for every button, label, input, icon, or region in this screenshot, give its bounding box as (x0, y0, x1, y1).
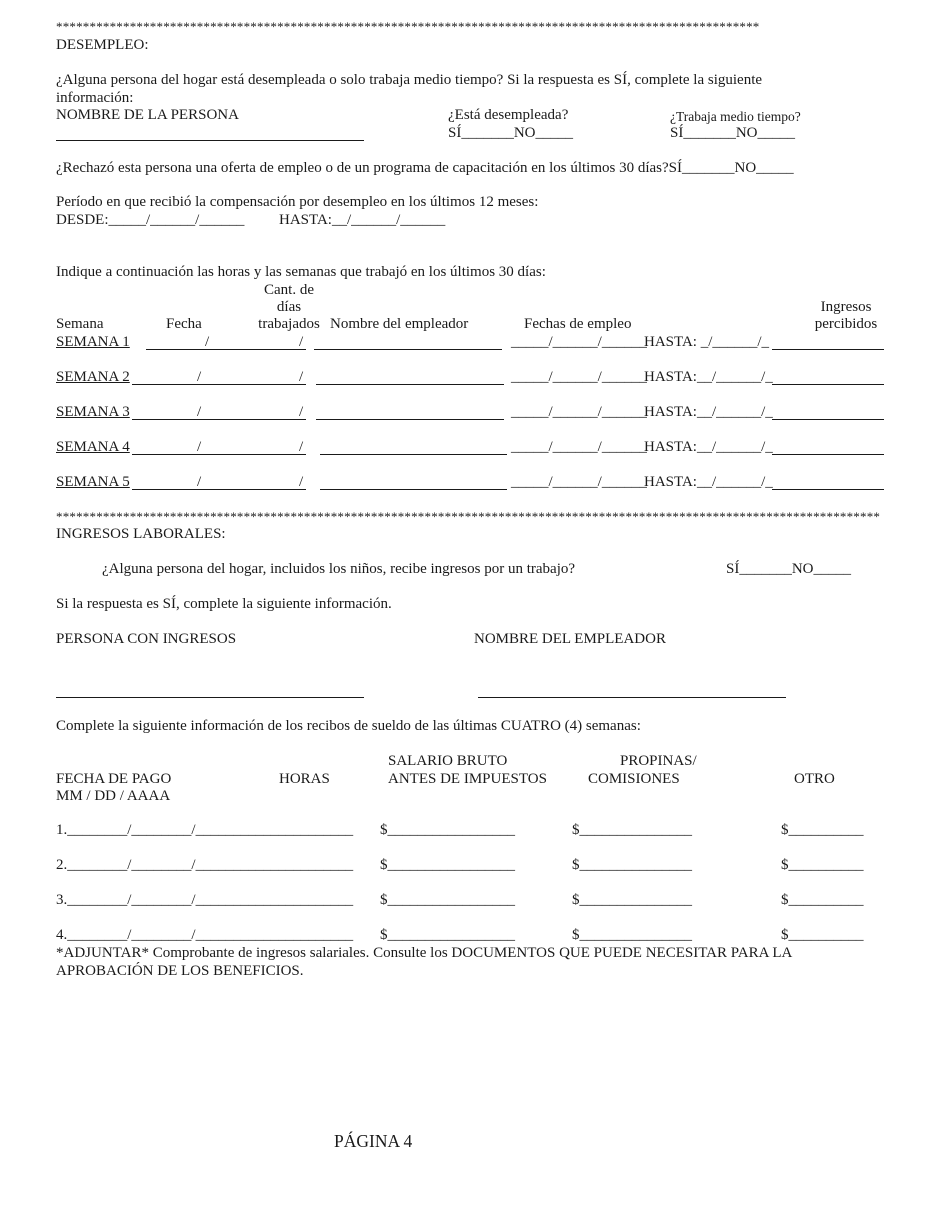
person-name-label: NOMBRE DE LA PERSONA (56, 107, 239, 123)
week-employer-line[interactable] (320, 489, 507, 490)
tips-commissions-field[interactable]: $_______________ (572, 927, 692, 943)
gross-salary-field[interactable]: $_________________ (380, 822, 515, 838)
col-days-worked-line2: días (276, 299, 302, 315)
attach-note-line2: APROBACIÓN DE LOS BENEFICIOS. (56, 963, 304, 979)
week-income-line[interactable] (772, 454, 884, 455)
other-income-field[interactable]: $__________ (781, 822, 864, 838)
from-date-field[interactable]: DESDE:_____/______/______ (56, 212, 245, 228)
labor-income-question: ¿Alguna persona del hogar, incluidos los niños, recibe ingresos por un trabajo? (102, 561, 576, 577)
col-tips-line2: COMISIONES (588, 771, 680, 787)
week-employer-line[interactable] (316, 384, 504, 385)
labor-income-if-yes: Si la respuesta es SÍ, complete la siguiente información. (56, 596, 392, 612)
week-to-date[interactable]: HASTA:__/______/_ (644, 474, 773, 490)
employer-name-line[interactable] (478, 697, 786, 698)
week-date-line[interactable] (132, 454, 306, 455)
compensation-period-label: Período en que recibió la compensación por desempleo en los últimos 12 meses: (56, 194, 539, 210)
other-income-field[interactable]: $__________ (781, 857, 864, 873)
part-time-yes-no[interactable]: SÍ_______NO_____ (670, 125, 796, 141)
hours-weeks-intro: Indique a continuación las horas y las semanas que trabajó en los últimos 30 días: (56, 264, 546, 280)
col-tips-line1: PROPINAS/ (620, 753, 697, 769)
week-income-line[interactable] (772, 489, 884, 490)
week-from-date[interactable]: _____/______/______ (511, 474, 647, 490)
to-date-field[interactable]: HASTA:__/______/______ (279, 212, 446, 228)
other-income-field[interactable]: $__________ (781, 892, 864, 908)
unemployment-heading: DESEMPLEO: (56, 37, 149, 53)
week-label: SEMANA 2 (56, 369, 130, 385)
col-hours: HORAS (279, 771, 330, 787)
person-with-income-line[interactable] (56, 697, 364, 698)
col-pay-date-format: MM / DD / AAAA (56, 788, 171, 804)
week-date-line[interactable] (146, 349, 306, 350)
person-name-line[interactable] (56, 140, 364, 141)
labor-income-heading: INGRESOS LABORALES: (56, 526, 226, 542)
week-label: SEMANA 3 (56, 404, 130, 420)
person-with-income-label: PERSONA CON INGRESOS (56, 631, 237, 647)
col-days-worked-line3: trabajados (258, 316, 320, 332)
paystub-intro: Complete la siguiente información de los recibos de sueldo de las últimas CUATRO (4) semanas: (56, 718, 641, 734)
week-to-date[interactable]: HASTA: _/______/_ (644, 334, 770, 350)
week-to-date[interactable]: HASTA:__/______/_ (644, 369, 773, 385)
week-label: SEMANA 5 (56, 474, 130, 490)
week-from-date[interactable]: _____/______/______ (511, 439, 647, 455)
week-from-date[interactable]: _____/______/______ (511, 404, 647, 420)
week-date-slash: / (205, 334, 210, 350)
week-employer-line[interactable] (316, 419, 504, 420)
unemployment-question-line1: ¿Alguna persona del hogar está desempleada o solo trabaja medio tiempo? Si la respuesta es SÍ, complete la siguiente (56, 72, 763, 88)
col-income-line2: percibidos (814, 316, 878, 332)
week-date-slash: / (197, 369, 202, 385)
other-income-field[interactable]: $__________ (781, 927, 864, 943)
rejected-offer-question[interactable]: ¿Rechazó esta persona una oferta de empleo o de un programa de capacitación en los últimos 30 días?SÍ_______NO_____ (56, 160, 794, 176)
week-income-line[interactable] (772, 349, 884, 350)
week-days-slash: / (299, 474, 304, 490)
unemployed-yes-no[interactable]: SÍ_______NO_____ (448, 125, 574, 141)
week-date-line[interactable] (132, 384, 306, 385)
col-income-line1: Ingresos (820, 299, 872, 315)
week-label: SEMANA 1 (56, 334, 130, 350)
pay-date-hours-field[interactable]: 2.________/________/_____________________ (56, 857, 354, 873)
tips-commissions-field[interactable]: $_______________ (572, 892, 692, 908)
col-date: Fecha (166, 316, 202, 332)
col-employer-name: Nombre del empleador (330, 316, 469, 332)
week-date-line[interactable] (132, 419, 306, 420)
separator-middle: *************************************************************************************************************************** (56, 509, 881, 524)
col-week: Semana (56, 316, 104, 332)
week-from-date[interactable]: _____/______/______ (511, 334, 647, 350)
attach-note-line1: *ADJUNTAR* Comprobante de ingresos salariales. Consulte los DOCUMENTOS QUE PUEDE NECESITAR PARA LA (56, 945, 793, 961)
week-label: SEMANA 4 (56, 439, 130, 455)
week-days-slash: / (299, 369, 304, 385)
week-employer-line[interactable] (314, 349, 502, 350)
unemployed-question: ¿Está desempleada? (448, 107, 569, 123)
col-gross-line2: ANTES DE IMPUESTOS (388, 771, 547, 787)
part-time-question: ¿Trabaja medio tiempo? (670, 109, 801, 124)
col-gross-line1: SALARIO BRUTO (388, 753, 508, 769)
week-date-slash: / (197, 404, 202, 420)
pay-date-hours-field[interactable]: 1.________/________/_____________________ (56, 822, 354, 838)
week-income-line[interactable] (772, 419, 884, 420)
week-income-line[interactable] (772, 384, 884, 385)
week-date-slash: / (197, 474, 202, 490)
week-days-slash: / (299, 334, 304, 350)
labor-income-yes-no[interactable]: SÍ_______NO_____ (726, 561, 852, 577)
col-employment-dates: Fechas de empleo (524, 316, 632, 332)
col-other: OTRO (794, 771, 835, 787)
week-to-date[interactable]: HASTA:__/______/_ (644, 404, 773, 420)
week-days-slash: / (299, 404, 304, 420)
gross-salary-field[interactable]: $_________________ (380, 857, 515, 873)
week-to-date[interactable]: HASTA:__/______/_ (644, 439, 773, 455)
employer-name-label: NOMBRE DEL EMPLEADOR (474, 631, 666, 647)
separator-top: ********************************************************************************************************* (56, 19, 760, 34)
week-from-date[interactable]: _____/______/______ (511, 369, 647, 385)
tips-commissions-field[interactable]: $_______________ (572, 857, 692, 873)
pay-date-hours-field[interactable]: 3.________/________/_____________________ (56, 892, 354, 908)
week-date-slash: / (197, 439, 202, 455)
week-employer-line[interactable] (320, 454, 507, 455)
week-date-line[interactable] (132, 489, 306, 490)
unemployment-question-line2: información: (56, 90, 134, 106)
page-number: PÁGINA 4 (334, 1131, 413, 1151)
gross-salary-field[interactable]: $_________________ (380, 892, 515, 908)
tips-commissions-field[interactable]: $_______________ (572, 822, 692, 838)
pay-date-hours-field[interactable]: 4.________/________/_____________________ (56, 927, 354, 943)
week-days-slash: / (299, 439, 304, 455)
col-pay-date: FECHA DE PAGO (56, 771, 172, 787)
col-days-worked-line1: Cant. de (264, 282, 314, 298)
gross-salary-field[interactable]: $_________________ (380, 927, 515, 943)
